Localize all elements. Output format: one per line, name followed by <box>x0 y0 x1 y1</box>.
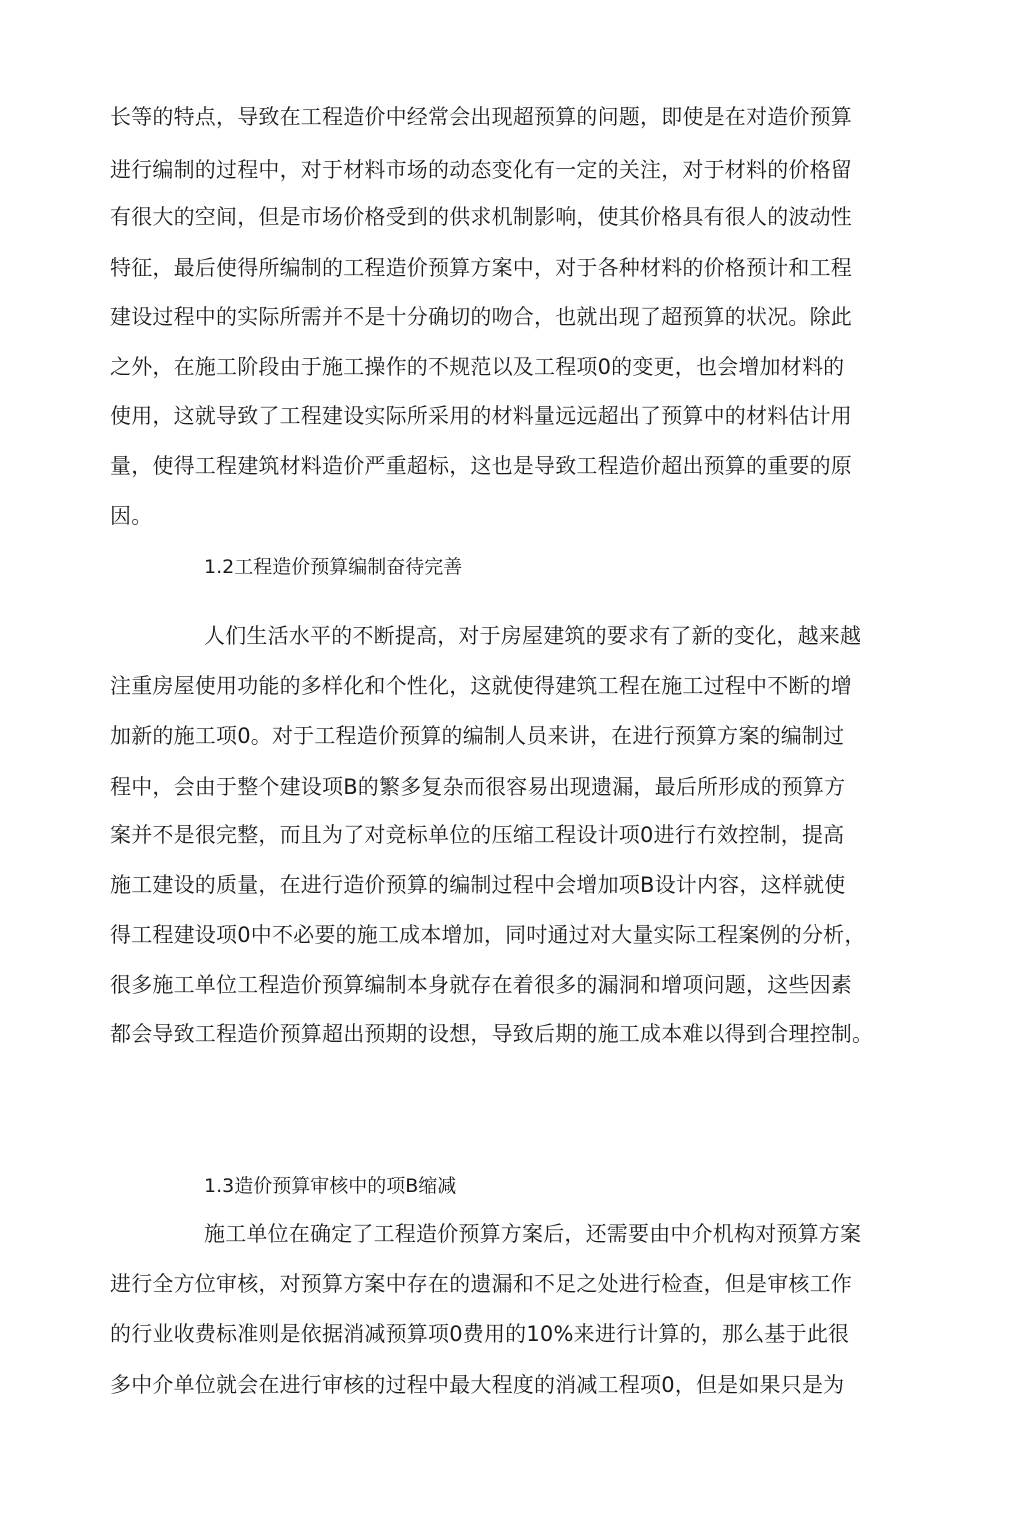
paragraph-line: 之外，在施工阶段由于施工操作的不规范以及工程项0的变更，也会增加材料的 <box>110 355 845 379</box>
paragraph-line: 加新的施工项0。对于工程造价预算的编制人员来讲，在进行预算方案的编制过 <box>110 724 845 748</box>
paragraph-line: 因。 <box>110 504 153 528</box>
section-heading-1-3: 1.3造价预算审核中的项B缩减 <box>204 1175 457 1197</box>
paragraph-line: 有很大的空间，但是市场价格受到的供求机制影响，使其价格具有很人的波动性 <box>110 205 852 229</box>
paragraph-line: 施工建设的质量，在进行造价预算的编制过程中会增加项B设计内容，这样就使 <box>110 873 846 897</box>
paragraph-line: 进行编制的过程中，对于材料市场的动态变化有一定的关注，对于材料的价格留 <box>110 158 852 182</box>
paragraph-line: 案并不是很完整，而且为了对竞标单位的压缩工程设计项0进行冇效控制，提高 <box>110 823 845 847</box>
paragraph-line: 人们生活水平的不断提高，对于房屋建筑的要求有了新的变化，越来越 <box>204 624 862 648</box>
paragraph-line: 施工单位在确定了工程造价预算方案后，还需要由中介机构对预算方案 <box>204 1222 862 1246</box>
paragraph-line: 长等的特点，导致在工程造价中经常会出现超预算的问题，即使是在对造价预算 <box>110 105 852 129</box>
paragraph-line: 得工程建设项0中不必要的施工成本增加，同吋通过对大量实际工程案例的分析， <box>110 923 866 947</box>
section-heading-1-2: 1.2工程造价预算编制奋待完善 <box>204 556 463 578</box>
paragraph-line: 建设过程中的实际所需并不是十分确切的吻合，也就出现了超预算的状况。除此 <box>110 305 852 329</box>
paragraph-line: 的行业收费标准则是依据消减预算项0费用的10%来进行计算的，那么基于此很 <box>110 1322 850 1346</box>
paragraph-line: 多中介单位就会在进行审核的过程中最大程度的消减工程项0，但是如果只是为 <box>110 1373 845 1397</box>
paragraph-line: 特征，最后使得所编制的工程造价预算方案中，对于各种材料的价格预计和工程 <box>110 256 852 280</box>
paragraph-line: 使用，这就导致了工程建设实际所采用的材料量远远超出了预算中的材料估计用 <box>110 404 852 428</box>
paragraph-line: 很多施工单位工程造价预算编制本身就存在着很多的漏洞和增项问题，这些因素 <box>110 973 852 997</box>
paragraph-line: 量，使得工程建筑材料造价严重超标，这也是导致工程造价超出预算的重要的原 <box>110 454 852 478</box>
paragraph-line: 注重房屋使用功能的多样化和个性化，这就使得建筑工程在施工过程中不断的增 <box>110 674 852 698</box>
paragraph-line: 都会导致工程造价预算超出预期的设想，导致后期的施工成本难以得到合理控制。 <box>110 1022 874 1046</box>
paragraph-line: 程中，会由于整个建设项B的繁多复杂而很容易出现遗漏，最后所形成的预算方 <box>110 775 846 799</box>
paragraph-line: 进行全方位审核，对预算方案中存在的遗漏和不足之处进行检查，但是审核工作 <box>110 1272 852 1296</box>
